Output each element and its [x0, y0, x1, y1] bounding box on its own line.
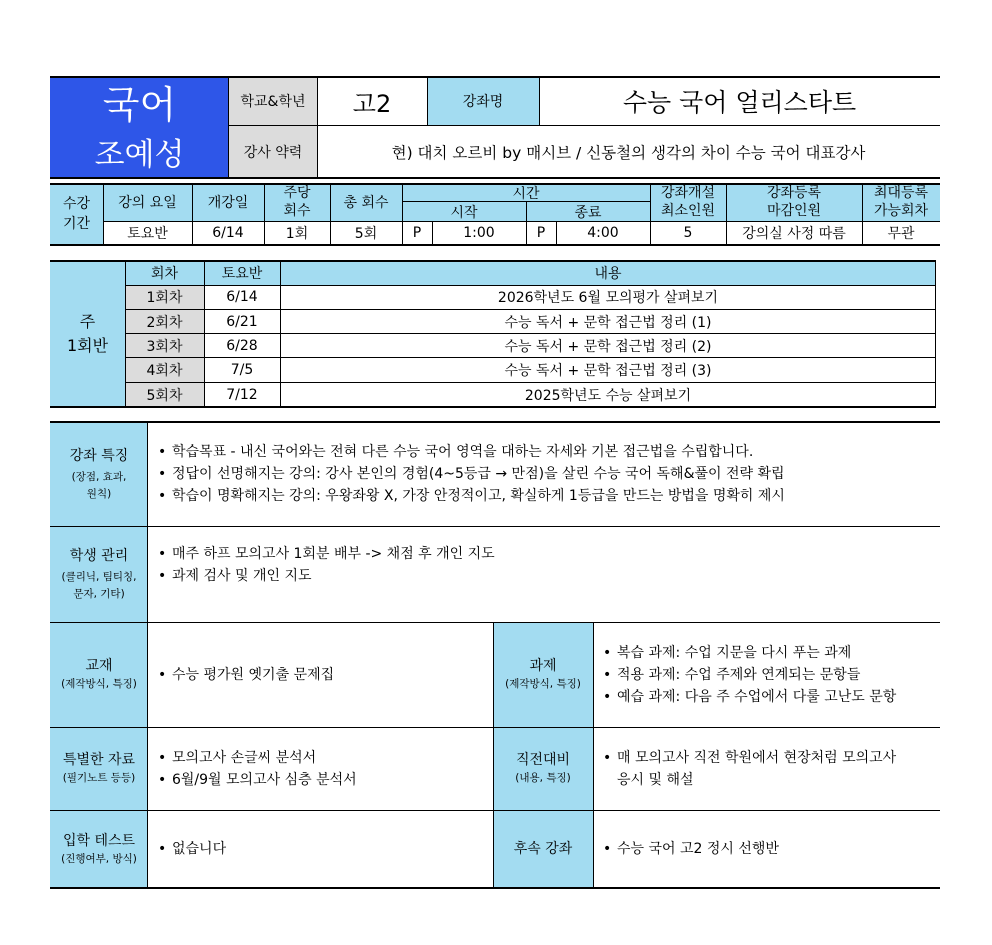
session-content: 수능 독서 + 문학 접근법 정리 (3): [504, 363, 712, 379]
session-date: 6/14: [226, 289, 258, 305]
textbook-label: 교재: [85, 658, 113, 674]
session-label: 1회차: [125, 285, 204, 309]
header-session: 회차: [125, 261, 204, 285]
session-content: 2025학년도 수능 살펴보기: [524, 387, 692, 404]
schedule-side-label: 주 1회반: [50, 261, 125, 407]
session-label: 5회차: [125, 382, 204, 407]
subject-title: 국어: [50, 76, 229, 126]
entrance-test-label: 입학 테스트: [62, 832, 136, 849]
value-open-date: 6/14: [212, 225, 244, 241]
homework-content: [593, 622, 940, 727]
materials-item: • 6월/9월 모의고사 심층 분석서: [156, 769, 357, 791]
textbook-item: • 수능 평가원 옛기출 문제집: [156, 664, 334, 686]
homework-label: 과제: [529, 658, 557, 674]
final-prep-item: • 매 모의고사 직전 학원에서 현장처럼 모의고사: [601, 747, 896, 769]
header-day: 강의 요일: [103, 183, 192, 221]
follow-up-label: 후속 강좌: [513, 841, 573, 857]
materials-content: [148, 727, 493, 810]
session-date: 7/12: [226, 386, 258, 403]
teacher-name: 조예성: [50, 126, 229, 177]
materials-label-cell: 특별한 자료 (필기노트 등등): [50, 727, 148, 810]
session-label: 4회차: [125, 358, 204, 382]
header-min-people: 강좌개설 최소인원: [650, 183, 726, 221]
header-schedule-day: 토요반: [204, 261, 280, 285]
session-label: 2회차: [125, 309, 204, 334]
period-side-label: 수강 기간: [50, 183, 103, 245]
value-day: 토요반: [127, 226, 168, 242]
value-start-ampm: P: [412, 225, 422, 241]
value-max-sessions: 무관: [887, 226, 915, 242]
session-label: 3회차: [125, 334, 204, 358]
features-label-cell: 강좌 특징 (장점, 효과, 원칙): [50, 422, 148, 526]
header-time: 시간: [402, 183, 650, 202]
course-name-value: 수능 국어 얼리스타트: [622, 88, 857, 117]
homework-item: • 복습 과제: 수업 지문을 다시 푸는 과제: [601, 642, 896, 664]
header-content: 내용: [280, 261, 936, 285]
management-item: • 과제 검사 및 개인 지도: [156, 565, 495, 587]
entrance-test-label-cell: 입학 테스트 (진행여부, 방식): [50, 810, 148, 888]
entrance-test-content: [148, 810, 493, 888]
follow-up-label-cell: [493, 810, 593, 888]
follow-up-item: • 수능 국어 고2 정시 선행반: [601, 838, 779, 860]
homework-label-cell: 과제 (제작방식, 특징): [493, 622, 593, 727]
final-prep-content: [593, 727, 940, 810]
session-date: 6/21: [226, 313, 258, 330]
materials-label: 특별한 자료: [62, 752, 136, 768]
homework-item: • 적용 과제: 수업 주제와 연계되는 문항들: [601, 664, 896, 686]
value-min-people: 5: [683, 225, 693, 241]
final-prep-label: 직전대비: [515, 752, 571, 768]
value-start-time: 1:00: [463, 225, 495, 241]
features-item: • 정답이 선명해지는 강의: 강사 본인의 경험(4~5등급 → 만점)을 살린 수능 국어 독해&풀이 전략 확립: [156, 463, 785, 485]
features-item: • 학습목표 - 내신 국어와는 전혀 다른 수능 국어 영역을 대하는 자세와 기본 접근법을 수립합니다.: [156, 441, 785, 463]
school-grade-value: 고2: [352, 89, 392, 118]
homework-item: • 예습 과제: 다음 주 수업에서 다룰 고난도 문항: [601, 686, 896, 708]
textbook-label-cell: 교재 (제작방식, 특징): [50, 622, 148, 727]
session-date: 6/28: [226, 338, 258, 354]
session-content: 수능 독서 + 문학 접근법 정리 (2): [504, 339, 712, 355]
career-value: 현) 대치 오르비 by 매시브 / 신동철의 생각의 차이 수능 국어 대표강사: [391, 143, 866, 162]
features-item: • 학습이 명확해지는 강의: 우왕좌왕 X, 가장 안정적이고, 확실하게 1등급을 만드는 방법을 명확히 제시: [156, 485, 785, 507]
management-label-cell: 학생 관리 (클리닉, 팀티칭, 문자, 기타): [50, 526, 148, 622]
management-label: 학생 관리: [69, 547, 129, 564]
value-weekly-count: 1회: [285, 226, 309, 242]
management-content: [148, 526, 940, 622]
management-item: • 매주 하프 모의고사 1회분 배부 -> 채점 후 개인 지도: [156, 543, 495, 565]
features-content: [148, 422, 940, 526]
session-content: 2026학년도 6월 모의평가 살펴보기: [497, 290, 719, 306]
textbook-content: [148, 622, 493, 727]
header-end: 종료: [526, 202, 650, 221]
header-total-count: 총 회수: [330, 183, 402, 221]
value-end-ampm: P: [536, 225, 546, 241]
value-total-count: 5회: [354, 226, 378, 242]
school-grade-label: 학교&학년: [229, 76, 317, 126]
features-label: 강좌 특징: [69, 447, 129, 464]
session-date: 7/5: [230, 362, 254, 378]
course-name-label: 강좌명: [427, 76, 539, 126]
final-prep-label-cell: 직전대비 (내용, 특징): [493, 727, 593, 810]
value-deadline: 강의실 사정 따름: [742, 226, 846, 242]
entrance-test-item: • 없습니다: [156, 838, 226, 860]
materials-item: • 모의고사 손글씨 분석서: [156, 747, 357, 769]
follow-up-content: [593, 810, 940, 888]
header-start: 시작: [402, 202, 526, 221]
career-label: 강사 약력: [229, 126, 317, 177]
header-open-date: 개강일: [192, 183, 264, 221]
final-prep-item-continued: 응시 및 해설: [617, 771, 694, 788]
header-deadline: 강좌등록 마감인원: [726, 183, 862, 221]
value-end-time: 4:00: [587, 225, 619, 241]
header-max-sessions: 최대등록 가능회차: [862, 183, 940, 221]
session-content: 수능 독서 + 문학 접근법 정리 (1): [504, 314, 712, 331]
header-weekly-count: 주당 회수: [264, 183, 330, 221]
